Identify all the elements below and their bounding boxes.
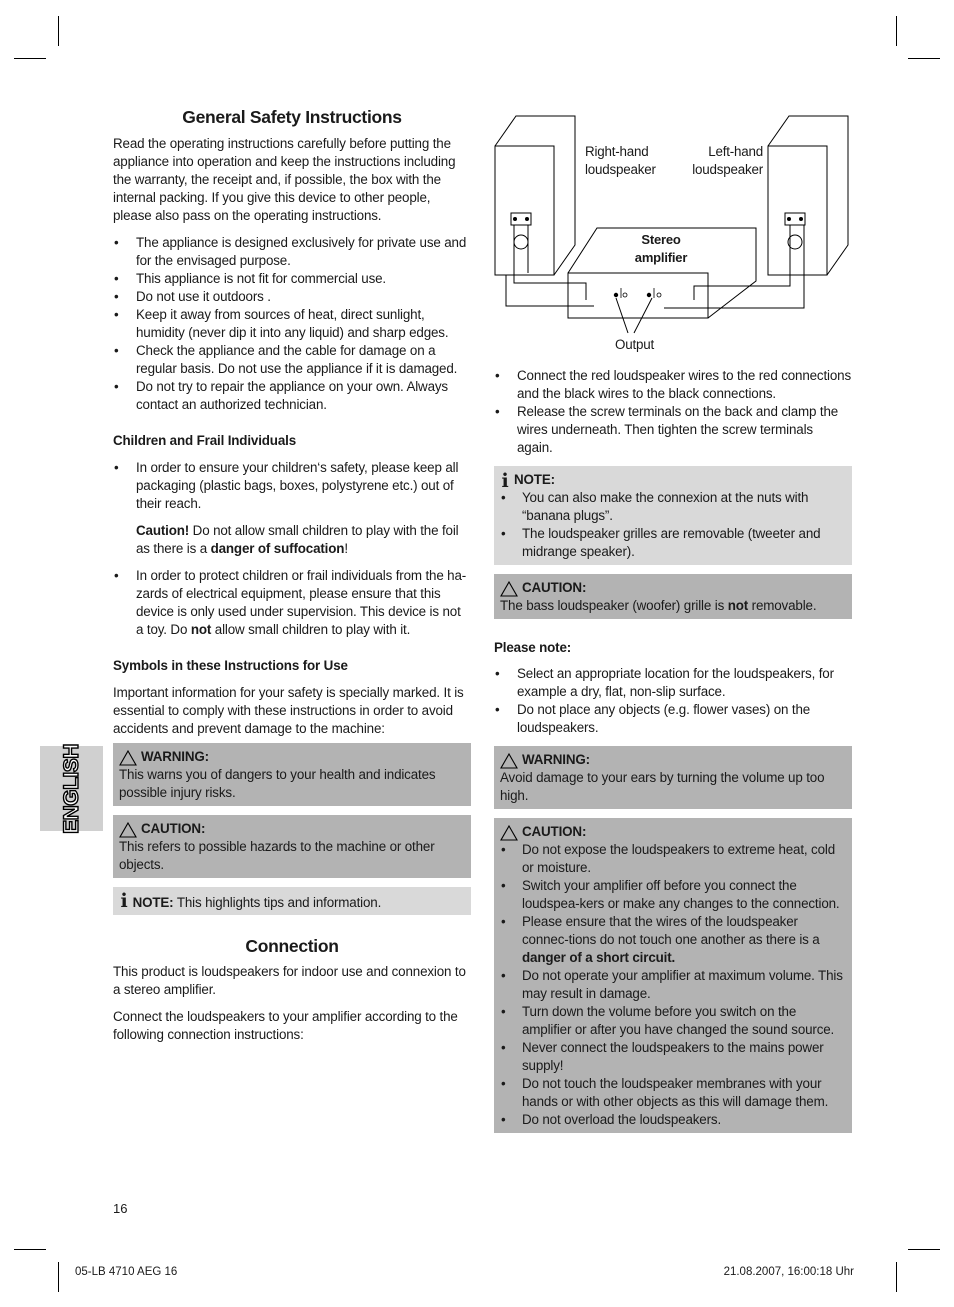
terminal-dot	[525, 217, 529, 221]
connection-title: Connection	[245, 936, 339, 956]
list-item: • Do not operate your amplifier at maximum volume. This may result in damage.	[500, 967, 846, 1003]
language-tab-label: ENGLISH	[59, 743, 83, 834]
list-item: • Turn down the volume before you switch on the amplifier or after you have changed the sound source.	[500, 1003, 846, 1039]
caution-label: Caution!	[136, 523, 190, 538]
caution-end: !	[344, 541, 348, 556]
footer-timestamp: 21.08.2007, 16:00:18 Uhr	[723, 1266, 854, 1278]
note-box	[494, 466, 852, 565]
terminal-dot	[799, 217, 803, 221]
list-item: • Release the screw terminals on the back and clamp the wires underneath. Then tighten the screw terminals again.	[494, 403, 852, 457]
children-caution	[136, 522, 471, 558]
list-item: • Never connect the loudspeakers to the mains power supply!	[500, 1039, 846, 1075]
note-label: NOTE:	[514, 472, 555, 487]
warning-header	[500, 751, 846, 769]
caution-header	[119, 820, 465, 838]
list-item: • The appliance is designed exclusively for private use and for the envisaged purpose.	[113, 234, 471, 270]
left-speaker-front	[768, 146, 827, 275]
list-item: • This appliance is not fit for commercial use.	[113, 270, 471, 288]
caution-text	[500, 597, 846, 615]
list-item: • The loudspeaker grilles are removable (tweeter and midrange speaker).	[500, 525, 846, 561]
note-header	[500, 470, 846, 492]
note-bullet-list	[500, 489, 846, 561]
children-bullet-text: In order to ensure your children‘s safety, please keep all packaging (plastic bags, boxes, polystyrene etc.) out of their reach.	[136, 460, 459, 511]
warning-text: This warns you of dangers to your health and indicates possible injury risks.	[119, 767, 436, 800]
list-item: • Connect the red loudspeaker wires to the red connections and the black wires to the black connections.	[494, 367, 852, 403]
connection-bullet-list	[494, 367, 852, 457]
warning-triangle-icon	[119, 750, 137, 766]
label-line: Left-hand	[708, 144, 763, 159]
children-bullet-text: allow small children to play with it.	[211, 622, 411, 637]
terminal-dot	[787, 217, 791, 221]
general-safety-title: General Safety Instructions	[182, 107, 402, 127]
list-item: • Do not overload the loudspeakers.	[500, 1111, 846, 1129]
crop-mark	[58, 1262, 59, 1292]
note-box	[113, 887, 471, 915]
warning-label: WARNING:	[522, 752, 590, 767]
page-number: 16	[113, 1201, 128, 1216]
warning-text: Avoid damage to your ears by turning the volume up too high.	[500, 770, 825, 803]
caution-header	[500, 823, 846, 841]
crop-mark	[14, 58, 46, 59]
label-line: loudspeaker	[585, 162, 656, 177]
please-note-title: Please note:	[494, 640, 572, 655]
warning-triangle-icon	[500, 581, 518, 597]
warning-header	[119, 748, 465, 766]
list-item: • You can also make the connexion at the nuts with “banana plugs”.	[500, 489, 846, 525]
children-title: Children and Frail Individuals	[113, 433, 296, 448]
caution-label: CAUTION:	[522, 580, 587, 595]
emphasis: not	[190, 622, 212, 637]
caution-label: CAUTION:	[522, 824, 587, 839]
caution-text: This refers to possible hazards to the machine or other objects.	[119, 839, 435, 872]
output-terminal-dot	[647, 293, 651, 297]
left-column	[113, 108, 471, 1044]
terminal-dot	[513, 217, 517, 221]
list-item: • Do not touch the loudspeaker membranes with your hands or with other objects as this will damage them.	[500, 1075, 846, 1111]
output-label: Output	[615, 337, 654, 352]
warning-label: WARNING:	[141, 749, 209, 764]
connection-paragraph: This product is loudspeakers for indoor use and connexion to a stereo amplifier.	[113, 964, 466, 997]
language-tab	[40, 743, 103, 834]
list-item-text: Please ensure that the wires of the loudspeaker connec-tions do not touch one another as there is a	[522, 914, 820, 947]
children-bullet-text: In order to protect children or frail individuals from the ha-zards of electrical equipment, please ensure that this device is only used under supervision. This device is not a toy. Do	[136, 568, 467, 637]
caution-emphasis: danger of suffocation	[210, 541, 345, 556]
list-item	[500, 913, 846, 967]
note-label: NOTE:	[132, 895, 174, 910]
list-item	[113, 459, 471, 558]
children-bullet-list	[113, 459, 471, 639]
caution-header	[500, 579, 846, 597]
general-bullet-list	[113, 234, 471, 414]
caution-label: CAUTION:	[141, 821, 206, 836]
right-speaker-label	[585, 143, 656, 179]
list-item: • Check the appliance and the cable for damage on a regular basis. Do not use the appliance if it is damaged.	[113, 342, 471, 378]
right-speaker-front	[495, 146, 554, 275]
crop-mark	[896, 16, 897, 46]
warning-triangle-icon	[500, 753, 518, 769]
left-speaker-label	[690, 143, 763, 179]
crop-mark	[896, 1262, 897, 1292]
crop-mark	[14, 1249, 46, 1250]
list-item: • Switch your amplifier off before you connect the loudspea-kers or make any changes to the connection.	[500, 877, 846, 913]
label-line: loudspeaker	[692, 162, 763, 177]
list-item: • Do not expose the loudspeakers to extreme heat, cold or moisture.	[500, 841, 846, 877]
caution-text-part: removable.	[748, 598, 817, 613]
connection-diagram	[494, 108, 852, 358]
list-item: • Do not place any objects (e.g. flower vases) on the loudspeakers.	[494, 701, 852, 737]
label-line: amplifier	[634, 250, 688, 265]
caution-box	[494, 818, 852, 1133]
caution-text-part: The bass loudspeaker (woofer) grille is	[500, 598, 728, 613]
amplifier-label	[618, 231, 704, 267]
output-terminal-dot	[614, 293, 618, 297]
warning-triangle-icon	[500, 825, 518, 841]
list-item: • Do not use it outdoors .	[113, 288, 471, 306]
label-line: Right-hand	[585, 144, 649, 159]
connection-paragraph: Connect the loudspeakers to your amplifier according to the following connection instructions:	[113, 1009, 458, 1042]
emphasis: danger of a short circuit.	[522, 950, 676, 965]
note-text: This highlights tips and information.	[173, 895, 382, 910]
list-item: • Do not try to repair the appliance on your own. Always contact an authorized technician.	[113, 378, 471, 414]
emphasis: not	[727, 598, 749, 613]
info-icon: i	[120, 890, 128, 912]
warning-triangle-icon	[119, 822, 137, 838]
caution-bullet-list	[500, 841, 846, 1129]
please-note-bullet-list	[494, 665, 852, 737]
crop-mark	[908, 58, 940, 59]
caution-box	[494, 574, 852, 619]
list-item: • Select an appropriate location for the loudspeakers, for example a dry, flat, non-slip surface.	[494, 665, 852, 701]
warning-box	[113, 743, 471, 806]
right-column	[494, 108, 852, 1133]
caution-text: Do not allow small children to play with the foil as there is a	[136, 523, 459, 556]
label-line: Stereo	[641, 232, 681, 247]
footer-file-info: 05-LB 4710 AEG 16	[75, 1266, 178, 1278]
list-item	[113, 567, 471, 639]
caution-box	[113, 815, 471, 878]
crop-mark	[58, 16, 59, 46]
symbols-title: Symbols in these Instructions for Use	[113, 658, 348, 673]
symbols-intro: Important information for your safety is specially marked. It is essential to comply with these instructions in order to avoid accidents and prevent damage to the machine:	[113, 685, 464, 736]
amplifier-front	[568, 273, 708, 318]
crop-mark	[908, 1249, 940, 1250]
info-icon: i	[501, 470, 509, 492]
general-intro: Read the operating instructions carefully before putting the appliance into operation and keep the instructions including the warranty, the receipt and, if possible, the box with the internal packing. If you give this device to other people, please also pass on the operating instructions.	[113, 136, 456, 223]
warning-box	[494, 746, 852, 809]
list-item: • Keep it away from sources of heat, direct sunlight, humidity (never dip it into any liquid) and sharp edges.	[113, 306, 471, 342]
